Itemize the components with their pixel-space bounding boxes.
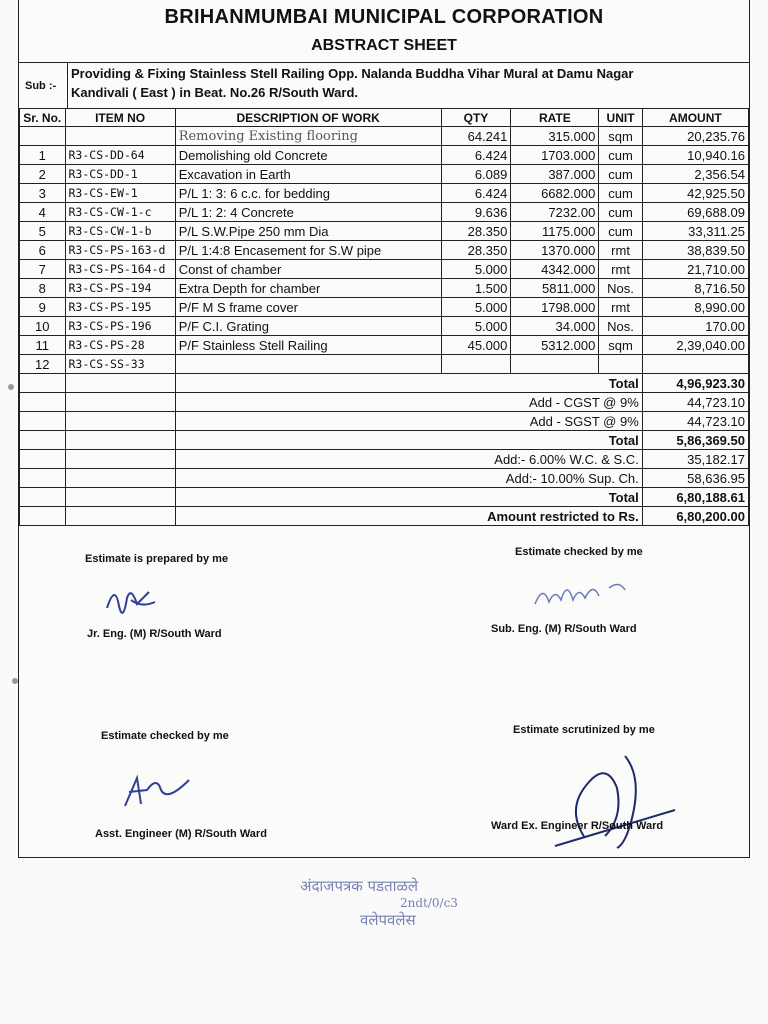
cell-desc: P/L 1: 3: 6 c.c. for bedding — [175, 184, 441, 203]
org-title: BRIHANMUMBAI MUNICIPAL CORPORATION — [164, 6, 604, 28]
cell-sr: 11 — [20, 336, 66, 355]
col-sr-no: Sr. No. — [20, 109, 66, 127]
cell-item: R3-CS-EW-1 — [65, 184, 175, 203]
cell-sr: 8 — [20, 279, 66, 298]
cell-amount: 170.00 — [642, 317, 748, 336]
summary-blank-cell — [20, 488, 66, 507]
col-unit: UNIT — [599, 109, 642, 127]
summary-label: Amount restricted to Rs. — [175, 507, 642, 526]
cell-qty: 6.089 — [441, 165, 511, 184]
cell-sr — [20, 127, 66, 146]
table-row — [20, 355, 749, 374]
cell-rate: 5811.000 — [511, 279, 599, 298]
cell-qty: 9.636 — [441, 203, 511, 222]
prepared-label: Estimate is prepared by me — [85, 553, 229, 565]
cell-qty: 64.241 — [441, 127, 511, 146]
cell-amount — [642, 355, 748, 374]
checked1-label: Estimate checked by me — [515, 546, 643, 558]
cell-amount: 8,716.50 — [642, 279, 748, 298]
cell-unit: cum — [599, 184, 642, 203]
summary-amount: 6,80,188.61 — [642, 488, 748, 507]
scrutinized-label: Estimate scrutinized by me — [513, 724, 655, 736]
table-row — [20, 317, 749, 336]
cell-desc: Excavation in Earth — [175, 165, 441, 184]
checked2-label: Estimate checked by me — [101, 730, 229, 742]
cell-unit: sqm — [599, 336, 642, 355]
stamp-line-3: वलेपवलेस — [360, 911, 416, 929]
cell-unit: cum — [599, 203, 642, 222]
cell-desc: P/F C.I. Grating — [175, 317, 441, 336]
summary-row — [20, 450, 749, 469]
cell-sr: 5 — [20, 222, 66, 241]
summary-amount: 35,182.17 — [642, 450, 748, 469]
cell-rate: 1370.000 — [511, 241, 599, 260]
summary-blank-cell — [20, 393, 66, 412]
cell-item: R3-CS-PS-163-d — [65, 241, 175, 260]
cell-qty: 28.350 — [441, 222, 511, 241]
summary-amount: 4,96,923.30 — [642, 374, 748, 393]
cell-qty — [441, 355, 511, 374]
cell-desc: Removing Existing flooring — [175, 127, 441, 146]
summary-blank-cell — [65, 450, 175, 469]
summary-blank-cell — [65, 431, 175, 450]
subject-line-2: Kandivali ( East ) in Beat. No.26 R/South Ward. — [71, 85, 359, 100]
cell-item: R3-CS-PS-164-d — [65, 260, 175, 279]
summary-blank-cell — [65, 507, 175, 526]
summary-label: Add - CGST @ 9% — [175, 393, 642, 412]
cell-amount: 8,990.00 — [642, 298, 748, 317]
cell-amount: 33,311.25 — [642, 222, 748, 241]
cell-rate: 1798.000 — [511, 298, 599, 317]
summary-amount: 44,723.10 — [642, 393, 748, 412]
summary-blank-cell — [65, 469, 175, 488]
col-qty: QTY — [441, 109, 511, 127]
cell-unit: rmt — [599, 260, 642, 279]
cell-rate: 6682.000 — [511, 184, 599, 203]
table-row — [20, 298, 749, 317]
col-rate: RATE — [511, 109, 599, 127]
cell-amount: 38,839.50 — [642, 241, 748, 260]
summary-row — [20, 507, 749, 526]
checked1-role: Sub. Eng. (M) R/South Ward — [491, 623, 637, 635]
cell-unit: cum — [599, 222, 642, 241]
summary-amount: 58,636.95 — [642, 469, 748, 488]
summary-amount: 6,80,200.00 — [642, 507, 748, 526]
cell-rate: 387.000 — [511, 165, 599, 184]
summary-blank-cell — [20, 450, 66, 469]
summary-label: Total — [175, 431, 642, 450]
cell-sr: 9 — [20, 298, 66, 317]
cell-item: R3-CS-PS-194 — [65, 279, 175, 298]
table-row — [20, 260, 749, 279]
table-header-row — [20, 109, 749, 127]
col-amount: AMOUNT — [642, 109, 748, 127]
cell-amount: 69,688.09 — [642, 203, 748, 222]
cell-item: R3-CS-CW-1-c — [65, 203, 175, 222]
summary-blank-cell — [65, 393, 175, 412]
cell-desc — [175, 355, 441, 374]
summary-blank-cell — [65, 412, 175, 431]
table-row — [20, 336, 749, 355]
summary-blank-cell — [20, 507, 66, 526]
stamp-line-2: 2ndt/0/c3 — [400, 896, 458, 910]
summary-amount: 44,723.10 — [642, 412, 748, 431]
summary-row — [20, 431, 749, 450]
cell-rate: 1175.000 — [511, 222, 599, 241]
cell-amount: 2,356.54 — [642, 165, 748, 184]
cell-amount: 42,925.50 — [642, 184, 748, 203]
summary-blank-cell — [20, 412, 66, 431]
cell-item: R3-CS-CW-1-b — [65, 222, 175, 241]
summary-blank-cell — [20, 374, 66, 393]
cell-item: R3-CS-DD-1 — [65, 165, 175, 184]
cell-unit: Nos. — [599, 317, 642, 336]
cell-qty: 1.500 — [441, 279, 511, 298]
cell-rate: 34.000 — [511, 317, 599, 336]
asst-eng-signature — [117, 768, 197, 818]
scrutinized-role: Ward Ex. Engineer R/South Ward — [491, 820, 664, 832]
cell-sr: 1 — [20, 146, 66, 165]
summary-blank-cell — [65, 488, 175, 507]
cell-qty: 28.350 — [441, 241, 511, 260]
stamp-line-1: अंदाजपत्रक पडताळले — [300, 877, 419, 895]
cell-desc: P/L S.W.Pipe 250 mm Dia — [175, 222, 441, 241]
punch-hole-top — [8, 384, 14, 390]
table-row — [20, 203, 749, 222]
cell-qty: 6.424 — [441, 146, 511, 165]
cell-item: R3-CS-SS-33 — [65, 355, 175, 374]
prepared-role: Jr. Eng. (M) R/South Ward — [87, 628, 222, 640]
cell-rate: 315.000 — [511, 127, 599, 146]
cell-desc: P/L 1:4:8 Encasement for S.W pipe — [175, 241, 441, 260]
cell-amount: 10,940.16 — [642, 146, 748, 165]
table-row — [20, 165, 749, 184]
summary-label: Total — [175, 374, 642, 393]
cell-item: R3-CS-PS-196 — [65, 317, 175, 336]
cell-qty: 6.424 — [441, 184, 511, 203]
table-row — [20, 127, 749, 146]
cell-unit: cum — [599, 146, 642, 165]
cell-item — [65, 127, 175, 146]
jr-eng-signature — [97, 578, 167, 628]
cell-rate: 1703.000 — [511, 146, 599, 165]
cell-sr: 4 — [20, 203, 66, 222]
abstract-sheet — [18, 0, 750, 858]
table-row — [20, 184, 749, 203]
summary-row — [20, 412, 749, 431]
cell-rate — [511, 355, 599, 374]
col-item-no: ITEM NO — [65, 109, 175, 127]
table-row — [20, 279, 749, 298]
summary-blank-cell — [20, 431, 66, 450]
summary-row — [20, 488, 749, 507]
cell-amount: 21,710.00 — [642, 260, 748, 279]
ward-ex-eng-signature — [545, 748, 695, 858]
verification-stamp — [300, 876, 458, 930]
cell-unit: Nos. — [599, 279, 642, 298]
summary-amount: 5,86,369.50 — [642, 431, 748, 450]
summary-label: Add:- 10.00% Sup. Ch. — [175, 469, 642, 488]
cell-desc: P/L 1: 2: 4 Concrete — [175, 203, 441, 222]
cell-unit: sqm — [599, 127, 642, 146]
cell-sr: 2 — [20, 165, 66, 184]
cell-qty: 5.000 — [441, 317, 511, 336]
table-row — [20, 241, 749, 260]
cell-desc: Demolishing old Concrete — [175, 146, 441, 165]
abstract-table — [19, 108, 749, 526]
cell-item: R3-CS-PS-28 — [65, 336, 175, 355]
cell-sr: 3 — [20, 184, 66, 203]
cell-rate: 5312.000 — [511, 336, 599, 355]
summary-label: Total — [175, 488, 642, 507]
cell-unit: rmt — [599, 298, 642, 317]
cell-unit: cum — [599, 165, 642, 184]
checked2-role: Asst. Engineer (M) R/South Ward — [95, 828, 267, 840]
cell-item: R3-CS-DD-64 — [65, 146, 175, 165]
cell-qty: 45.000 — [441, 336, 511, 355]
cell-qty: 5.000 — [441, 298, 511, 317]
cell-amount: 20,235.76 — [642, 127, 748, 146]
cell-desc: Extra Depth for chamber — [175, 279, 441, 298]
cell-rate: 4342.000 — [511, 260, 599, 279]
subject-text — [71, 64, 633, 102]
cell-amount: 2,39,040.00 — [642, 336, 748, 355]
summary-row — [20, 469, 749, 488]
table-row — [20, 146, 749, 165]
col-description: DESCRIPTION OF WORK — [175, 109, 441, 127]
sub-eng-signature — [529, 576, 649, 616]
cell-sr: 7 — [20, 260, 66, 279]
cell-desc: P/F Stainless Stell Railing — [175, 336, 441, 355]
cell-sr: 12 — [20, 355, 66, 374]
cell-rate: 7232.00 — [511, 203, 599, 222]
summary-blank-cell — [20, 469, 66, 488]
summary-row — [20, 374, 749, 393]
subject-line-1: Providing & Fixing Stainless Stell Railing Opp. Nalanda Buddha Vihar Mural at Damu Nagar — [71, 66, 634, 81]
cell-item: R3-CS-PS-195 — [65, 298, 175, 317]
cell-qty: 5.000 — [441, 260, 511, 279]
cell-unit — [599, 355, 642, 374]
summary-blank-cell — [65, 374, 175, 393]
cell-unit: rmt — [599, 241, 642, 260]
subject-divider — [67, 62, 68, 108]
summary-label: Add - SGST @ 9% — [175, 412, 642, 431]
cell-desc: Const of chamber — [175, 260, 441, 279]
summary-label: Add:- 6.00% W.C. & S.C. — [175, 450, 642, 469]
table-row — [20, 222, 749, 241]
summary-row — [20, 393, 749, 412]
subject-label: Sub :- — [25, 80, 57, 92]
cell-sr: 10 — [20, 317, 66, 336]
cell-desc: P/F M S frame cover — [175, 298, 441, 317]
cell-sr: 6 — [20, 241, 66, 260]
sheet-title: ABSTRACT SHEET — [311, 37, 457, 54]
